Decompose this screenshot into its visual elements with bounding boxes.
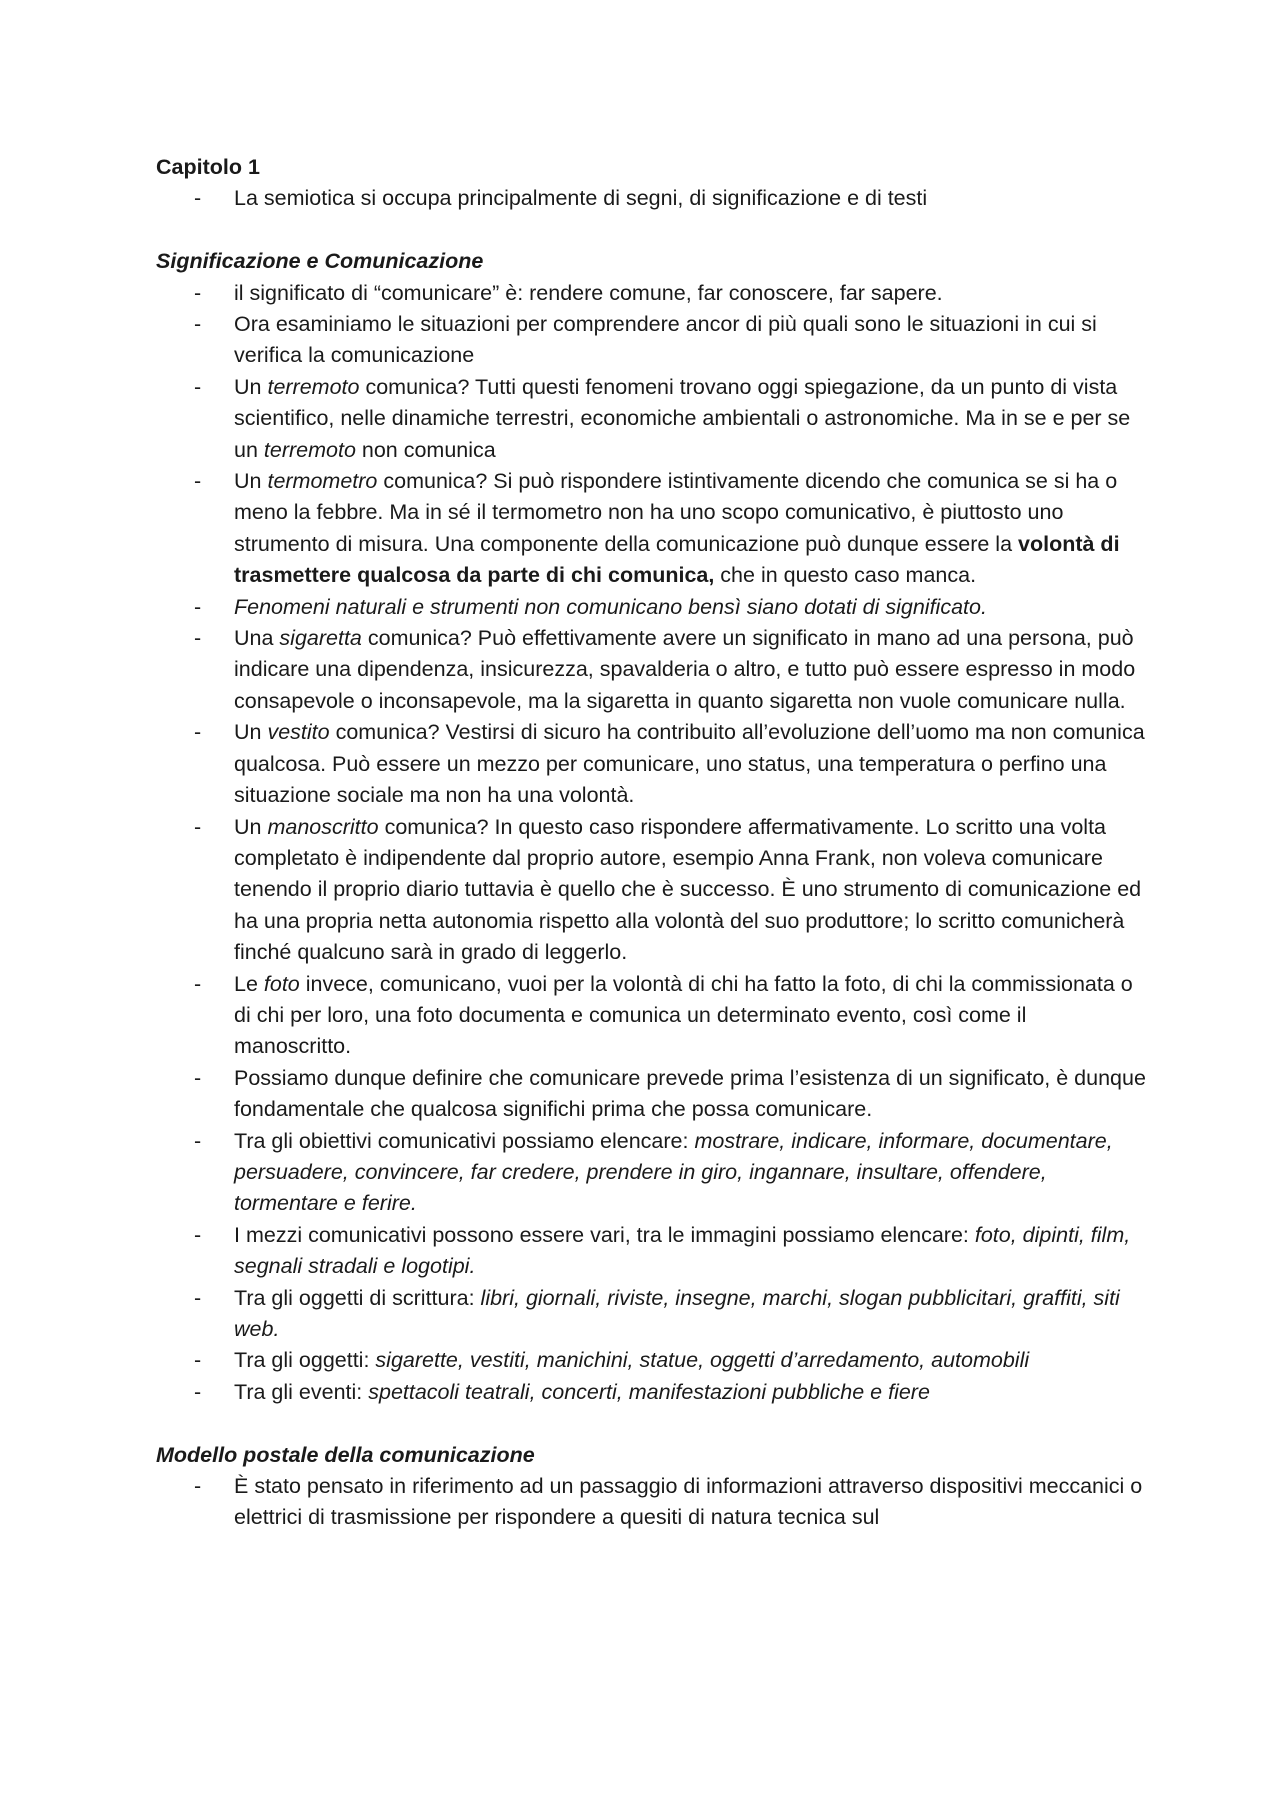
dash-bullet: - [194, 374, 202, 399]
text-segment: I mezzi comunicativi possono essere vari, tra le immagini possiamo elencare: [234, 1222, 975, 1247]
list-item [156, 278, 1146, 309]
text-segment: Tra gli obiettivi comunicativi possiamo elencare: [234, 1128, 695, 1153]
italic-text: libri, giornali, riviste, insegne, marchi, slogan pubblicitari, graffiti, siti web. [234, 1285, 1120, 1342]
list-item [156, 1283, 1146, 1346]
dash-bullet: - [194, 971, 202, 996]
text-segment: che in questo caso manca. [714, 563, 977, 588]
text-segment: Ora esaminiamo le situazioni per comprendere ancor di più quali sono le situazioni in cui si verifica la comunicazione [234, 312, 1097, 368]
dash-bullet: - [194, 1285, 202, 1310]
dash-bullet: - [194, 1474, 202, 1499]
text-segment: Tra gli eventi: [234, 1379, 369, 1404]
dash-bullet: - [194, 1379, 202, 1404]
italic-text: terremoto [263, 437, 356, 462]
list-item [156, 1377, 1146, 1408]
dash-bullet: - [194, 1348, 202, 1373]
list-item [156, 1063, 1146, 1126]
dash-bullet: - [194, 626, 202, 651]
dash-bullet: - [194, 186, 202, 211]
list-item-text [234, 1223, 1130, 1278]
italic-text: Fenomeni naturali e strumenti non comunicano bensì siano dotati di significato. [234, 594, 987, 619]
list-item-text [234, 1474, 1142, 1529]
list-item-text: La semiotica si occupa principalmente di segni, di significazione e di testi [234, 186, 928, 211]
spacer [156, 1408, 1146, 1439]
list-item-text [234, 1380, 930, 1404]
italic-text: vestito [267, 720, 330, 745]
italic-text: spettacoli teatrali, concerti, manifestazioni pubbliche e fiere [368, 1379, 930, 1404]
list-item-text [234, 595, 987, 619]
text-segment: Tra gli oggetti: [234, 1348, 376, 1373]
italic-text: foto [263, 971, 300, 996]
text-segment: il significato di “comunicare” è: rendere comune, far conoscere, far sapere. [234, 280, 943, 305]
italic-text: terremoto [267, 374, 360, 399]
list-item-text [234, 281, 943, 305]
list-item [156, 1220, 1146, 1283]
list-item-text [234, 1066, 1146, 1121]
dash-bullet: - [194, 1128, 202, 1153]
chapter-title: Capitolo 1 [156, 155, 260, 179]
italic-text: sigaretta [279, 626, 362, 651]
text-segment: comunica? Può effettivamente avere un significato in mano ad una persona, può indicare una dipendenza, insicurezza, spavalderia o altro, e tutto può essere espresso in modo consapevole o inconsapevole, ma la sigaretta in quanto sigaretta non vuole comunicare nulla. [234, 626, 1136, 713]
list-item-text [234, 1129, 1113, 1216]
list-item-text [234, 312, 1097, 367]
text-segment: comunica? Si può rispondere istintivamente dicendo che comunica se si ha o meno la febbre. Ma in sé il termometro non ha uno scopo comunicativo, è piuttosto uno strumento di misura. Una componente della comunicazione può dunque essere la [234, 469, 1118, 556]
text-segment: non comunica [355, 437, 496, 462]
list-item [156, 969, 1146, 1063]
list-item-text [234, 469, 1120, 587]
list-item-text [234, 1348, 1029, 1372]
italic-text: manoscritto [267, 814, 379, 839]
list-item-text [234, 1286, 1120, 1341]
list-item [156, 623, 1146, 717]
dash-bullet: - [194, 469, 202, 494]
dash-bullet: - [194, 720, 202, 745]
dash-bullet: - [194, 1065, 202, 1090]
list-item [156, 812, 1146, 969]
list-item-text [234, 720, 1145, 807]
dash-bullet: - [194, 814, 202, 839]
text-segment: Una [234, 626, 280, 651]
text-segment: Le [234, 971, 264, 996]
chapter-list [156, 183, 1146, 214]
section-list-significazione [156, 278, 1146, 1409]
list-item-text [234, 972, 1133, 1059]
text-segment: comunica? In questo caso rispondere affermativamente. Lo scritto una volta completato è indipendente dal proprio autore, esempio Anna Frank, non voleva comunicare tenendo il proprio diario tuttavia è quello che è successo. È uno strumento di comunicazione ed ha una propria netta autonomia rispetto alla volontà del suo produttore; lo scritto comunicherà finché qualcuno sarà in grado di leggerlo. [234, 814, 1142, 965]
italic-text: mostrare, indicare, informare, documentare, persuadere, convincere, far credere, prendere in giro, ingannare, insultare, offendere, tormentare e ferire. [234, 1128, 1113, 1216]
list-item [156, 466, 1146, 592]
text-segment: Un [234, 720, 268, 745]
list-item [156, 1126, 1146, 1220]
text-segment: Un [234, 814, 268, 839]
text-segment: Possiamo dunque definire che comunicare prevede prima l’esistenza di un significato, è dunque fondamentale che qualcosa significhi prima che possa comunicare. [234, 1065, 1146, 1122]
text-segment: È stato pensato in riferimento ad un passaggio di informazioni attraverso dispositivi meccanici o elettrici di trasmissione per rispondere a quesiti di natura tecnica sul [234, 1474, 1143, 1530]
list-item-text [234, 815, 1141, 965]
text-segment: comunica? Tutti questi fenomeni trovano oggi spiegazione, da un punto di vista scientifico, nelle dinamiche terrestri, economiche ambientali o astronomiche. Ma in se e per se un [234, 374, 1131, 462]
list-item [156, 1471, 1146, 1534]
dash-bullet: - [194, 594, 202, 619]
section-title-significazione: Significazione e Comunicazione [156, 249, 484, 274]
list-item [156, 183, 1146, 214]
section-title-modello-postale: Modello postale della comunicazione [156, 1442, 535, 1467]
dash-bullet: - [194, 312, 202, 337]
list-item [156, 717, 1146, 811]
list-item [156, 309, 1146, 372]
document-page [156, 152, 1146, 1534]
text-segment: comunica? Vestirsi di sicuro ha contribuito all’evoluzione dell’uomo ma non comunica qualcosa. Può essere un mezzo per comunicare, uno status, una temperatura o perfino una situazione sociale ma non ha una volontà. [234, 720, 1145, 808]
spacer [156, 215, 1146, 246]
text-segment: Tra gli oggetti di scrittura: [234, 1285, 481, 1310]
list-item [156, 1345, 1146, 1376]
italic-text: foto, dipinti, film, segnali stradali e logotipi. [234, 1222, 1131, 1279]
bold-text: volontà di trasmettere qualcosa da parte di chi comunica, [234, 531, 1120, 588]
text-segment: Un [234, 469, 268, 494]
list-item [156, 592, 1146, 623]
list-item-text [234, 375, 1130, 462]
text-segment: invece, comunicano, vuoi per la volontà di chi ha fatto la foto, di chi la commissionata o di chi per loro, una foto documenta e comunica un determinato evento, così come il manoscritto. [234, 971, 1133, 1059]
list-item-text [234, 626, 1135, 713]
section-list-modello-postale [156, 1471, 1146, 1534]
text-segment: Un [234, 374, 268, 399]
dash-bullet: - [194, 1222, 202, 1247]
list-item [156, 372, 1146, 466]
dash-bullet: - [194, 280, 202, 305]
italic-text: sigarette, vestiti, manichini, statue, oggetti d’arredamento, automobili [375, 1348, 1030, 1373]
italic-text: termometro [267, 469, 378, 494]
